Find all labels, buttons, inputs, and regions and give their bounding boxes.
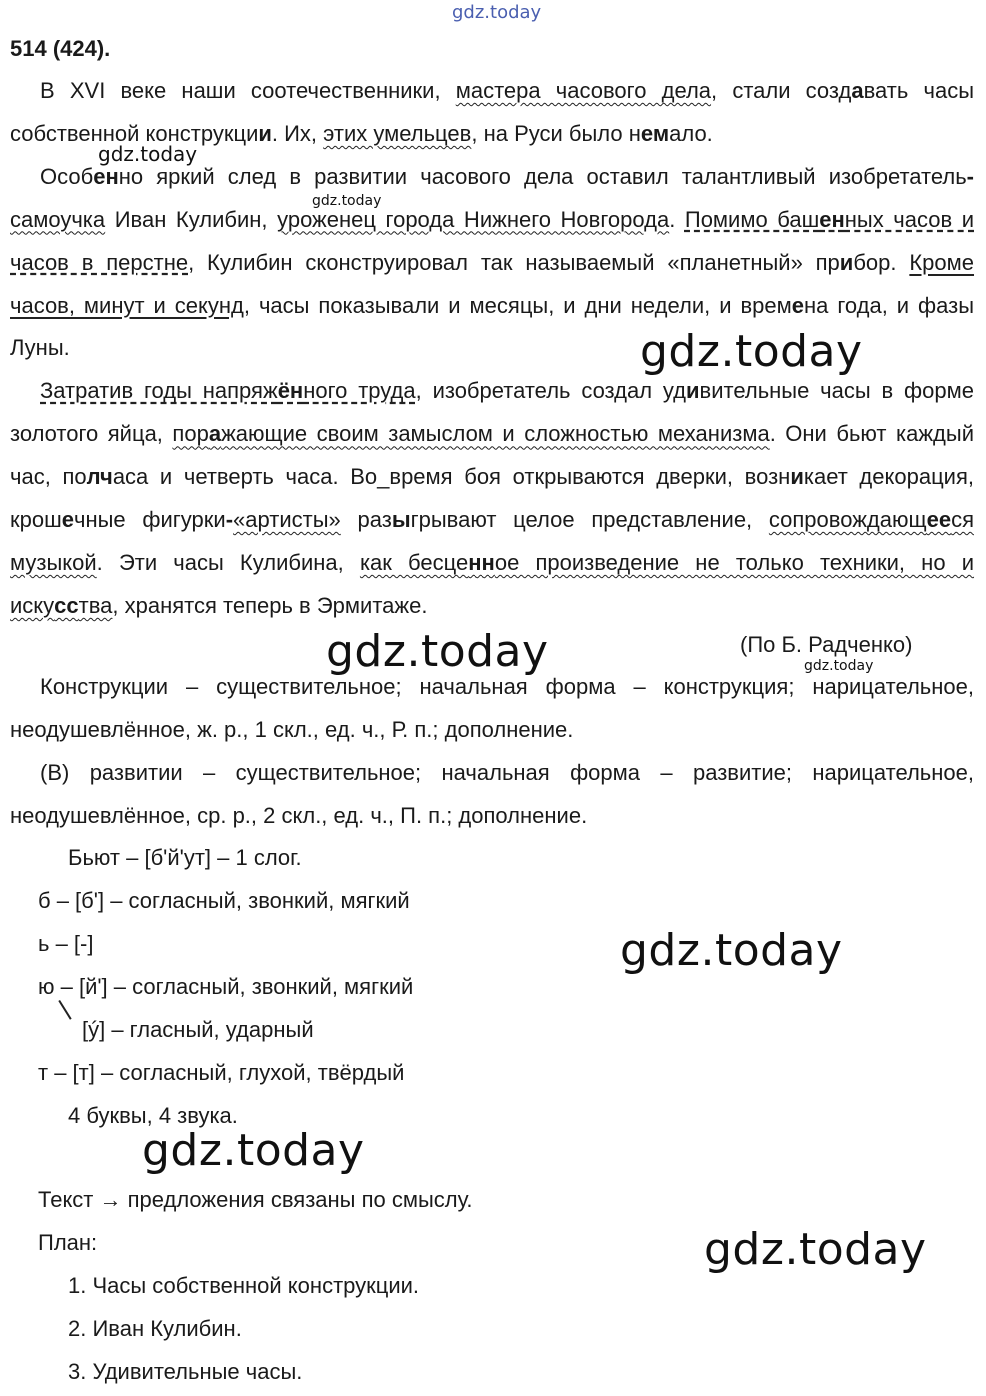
- phonetic-line: б – [б'] – согласный, звонкий, мягкий: [38, 888, 410, 913]
- plan-item: 3. Удивительные часы.: [68, 1359, 303, 1384]
- phonetic-line: т – [т] – согласный, глухой, твёрдый: [38, 1060, 405, 1085]
- morphological-analysis: [10, 666, 974, 838]
- branch-line: [58, 1000, 71, 1020]
- phonetic-line: ь – [-]: [38, 931, 94, 956]
- watermark: gdz.today: [620, 925, 843, 976]
- text-note: Текст → предложения связаны по смыслу.: [38, 1187, 473, 1212]
- watermark: gdz.today: [98, 142, 198, 166]
- paragraph-2: Особенно яркий след в развитии часового дела оставил талантливый изобретатель-самоучка Иван Кулибин, уроженец города Нижнего Новгорода. Помимо башенных часов и часов в перстне, Кулибин сконструировал так называемый «планетный» прибор. Кроме часов, минут и секунд, часы показывали и месяцы, и дни недели, и времена года, и фазы Луны.: [10, 163, 975, 361]
- plan-item: 1. Часы собственной конструкции.: [68, 1273, 420, 1298]
- watermark: gdz.today: [312, 193, 382, 209]
- exercise-number: 514 (424).: [10, 36, 111, 61]
- watermark: gdz.today: [326, 626, 549, 677]
- plan-item: 2. Иван Кулибин.: [68, 1316, 242, 1341]
- watermark: gdz.today: [640, 326, 863, 377]
- paragraph-1: В XVI веке наши соотечественники, мастера часового дела, стали создавать часы собственной конструкции. Их, этих умельцев, на Руси было немало.: [10, 78, 975, 146]
- watermark: gdz.today: [704, 1224, 927, 1275]
- watermark: gdz.today: [804, 658, 874, 674]
- watermark: gdz.today: [142, 1125, 365, 1176]
- phonetic-word: Бьют – [б'й'ут] – 1 слог.: [68, 845, 302, 870]
- exercise-text: [10, 70, 974, 628]
- paragraph-3: Затратив годы напряжённого труда, изобретатель создал удивительные часы в форме золотого яйца, поражающие своим замыслом и сложностью механизма. Они бьют каждый час, полчаса и четверть часа. Во_время боя открываются дверки, возникает декорация, крошечные фигурки-«артисты» разыгрывают целое представление, сопровождающееся музыкой. Эти часы Кулибина, как бесценное произведение не только техники, но и искусства, хранятся теперь в Эрмитаже.: [10, 378, 975, 618]
- analysis-line: (В) развитии – существительное; начальная форма – развитие; нарицательное, неодушевлённое, ср. р., 2 скл., ед. ч., П. п.; дополнение.: [10, 759, 974, 828]
- phonetic-line: ю – [й'] – согласный, звонкий, мягкий: [38, 974, 414, 999]
- analysis-line: Конструкции – существительное; начальная форма – конструкция; нарицательное, неодушевлённое, ж. р., 1 скл., ед. ч., Р. п.; дополнение.: [10, 674, 974, 742]
- plan-label: План:: [38, 1230, 98, 1255]
- phonetic-line: [ý] – гласный, ударный: [82, 1017, 314, 1042]
- source-attribution: (По Б. Радченко): [740, 632, 913, 657]
- watermark: gdz.today: [452, 2, 542, 23]
- phonetic-summary: 4 буквы, 4 звука.: [68, 1103, 238, 1128]
